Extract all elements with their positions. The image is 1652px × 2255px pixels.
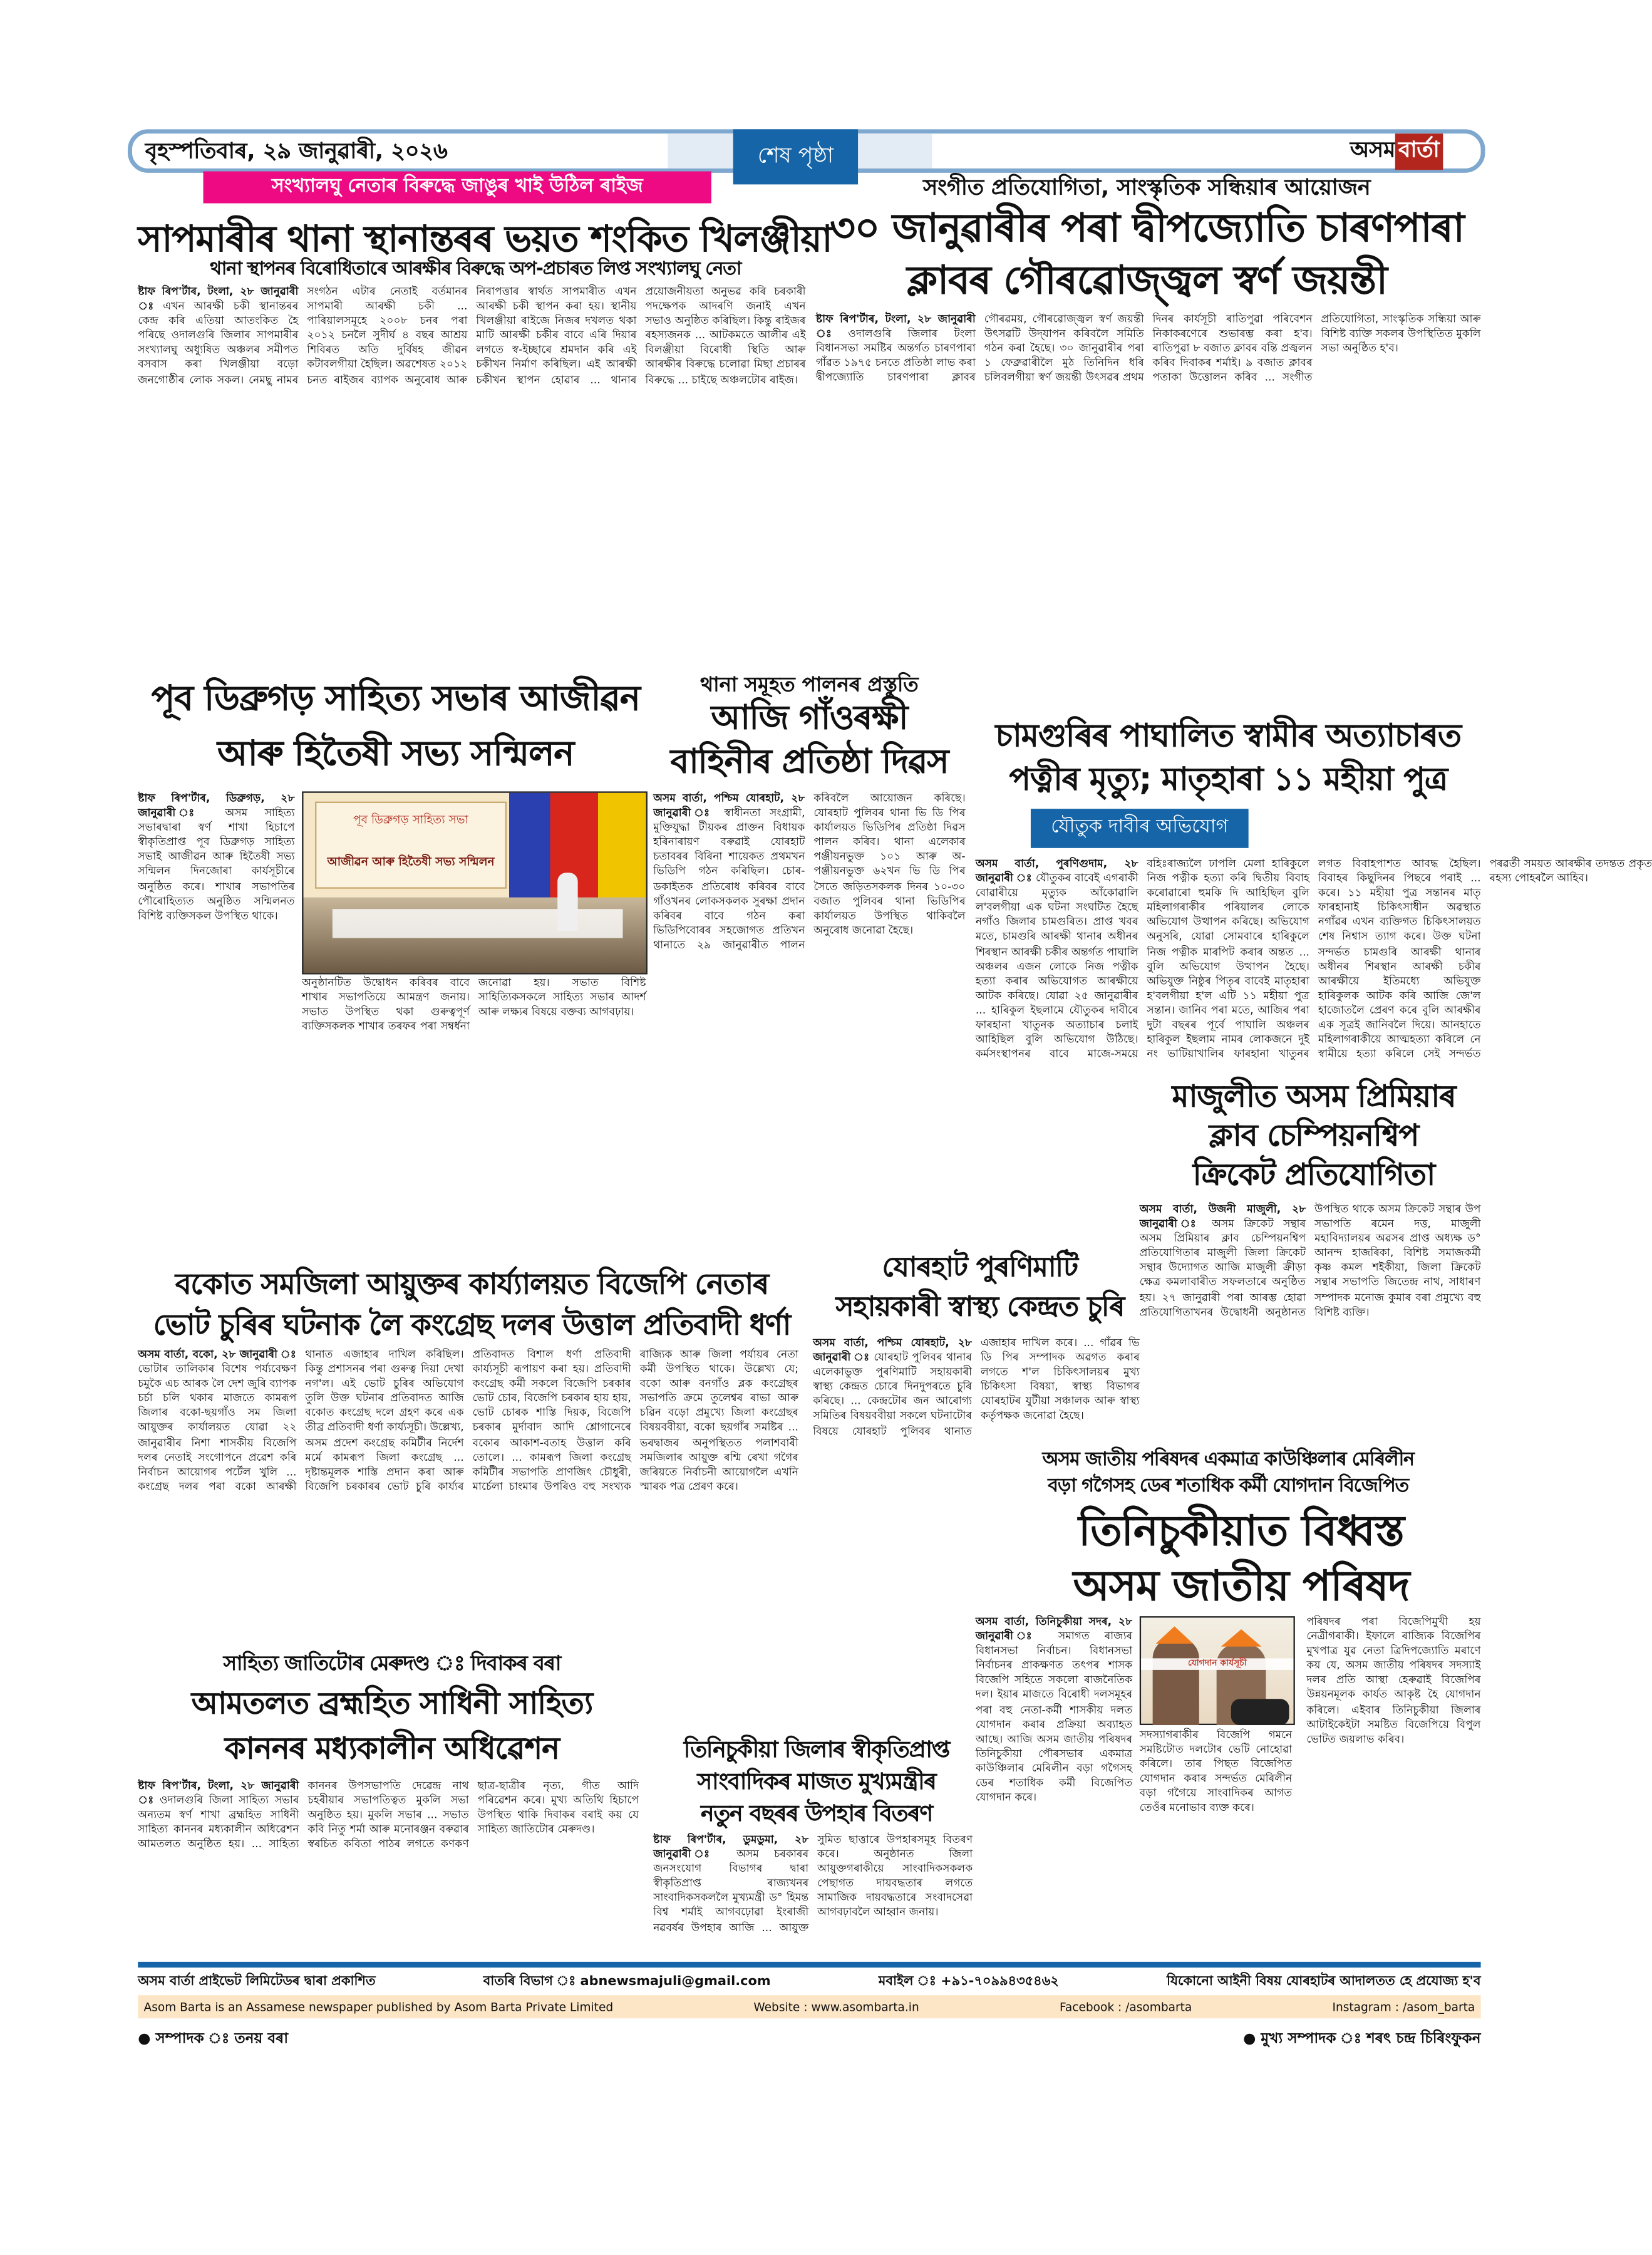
headline-line: মাজুলীত অসম প্ৰিমিয়াৰ [1172,1079,1456,1114]
press-photo [1140,1616,1295,1725]
kicker-line: বড়া গগৈসহ ডেৰ শতাধিক কৰ্মী যোগদান বিজেপিত [1048,1475,1409,1498]
story-text: ভোটাৰ তালিকাৰ বিশেষ পৰ্য্যবেক্ষণ চমুকৈ এচ আৰক লৈ দেশ জুৰি ব্যাপক চৰ্চা চলি থকাৰ মাজতে কামৰূপ জিলাৰ বকো-ছয়গাঁও সম জিলা আয়ুক্তৰ কাৰ্যালয়ত যোৱা ২২ জানুৱাৰীৰ নিশা শাসকীয় বিজেপি দলৰ নেতাই সংগোপনে প্ৰৱেশ কৰি নিৰ্বাচন আয়োগৰ পৰ্টেল খুলি ... কংগ্ৰেছ দলৰ পৰা বকো আৰক্ষী থানাত এজাহাৰ দাখিল কৰিছিল। কিন্তু প্ৰশাসনৰ পৰা গুৰুত্ব দিয়া দেখা নগ'ল। এই ভোট চুৰিৰ অভিযোগ তুলি উক্ত ঘটনাৰ প্ৰতিবাদত আজি বকোত কংগ্ৰেছ দলে গ্ৰহণ কৰে এক তীব্ৰ প্ৰতিবাদী ধৰ্ণা কাৰ্য্যসূচী। উল্লেখ্য, অসম প্ৰদেশ কংগ্ৰেছ কমিটীৰ নিৰ্দেশ মৰ্মে কামৰূপ জিলা কংগ্ৰেছ ... দৃষ্টান্তমূলক শাস্তি প্ৰদান কৰা আৰু বিজেপি চৰকাৰৰ ভোট চুৰি কাৰ্য্যৰ প্ৰতিবাদত বিশাল ধৰ্ণা প্ৰতিবাদী কাৰ্য্যসূচী ৰূপায়ণ কৰা হয়। প্ৰতিবাদী কংগ্ৰেছ কৰ্মী সকলে বিজেপি চৰকাৰ ভোট চোৰ, বিজেপি চৰকাৰ হায় হায়, ভোট চোৰক শাস্তি দিয়ক, বিজেপি চৰকাৰ মুৰ্দাবাদ আদি শ্লোগানেৰে বকোৰ আকাশ-বতাহ উত্তাল কৰি তোলে। ... কামৰূপ জিলা কংগ্ৰেছ কমিটীৰ সভাপতি প্ৰাণজিৎ চৌধুৰী, মাৰ্চেলা চাংমাৰ উপৰিও বহু সংখ্যক ৰাজ্যিক আৰু জিলা পৰ্যায়ৰ নেতা কৰ্মী উপস্থিত থাকে। উল্লেখ্য যে; বকো আৰু বনগাঁও ব্লক কংগ্ৰেছৰ সভাপতি ক্ৰমে তুলেশ্বৰ ৰাভা আৰু চৱিন বড়ো প্ৰমুখ্যে জিলা কংগ্ৰেছৰ বিষয়ববীয়া, বকো ছয়গাঁৰ সমষ্টিৰ ... ভৰদ্বাজৰ অনুপস্থিতত পলাশবাৰী সমজিলাৰ আয়ুক্ত ৰশ্মি ৰেখা গগৈৰ জৰিয়তে নিৰ্বাচনী আয়োগলৈ এখনি স্মাৰক পত্ৰ প্ৰেৰণ কৰে। [138,1347,799,1493]
legal-line: যিকোনো আইনী বিষয় যোৰহাটৰ আদালতত হে প্ৰযোজ্য হ'ব [1166,1974,1481,1989]
headline-line: নতুন বছৰৰ উপহাৰ বিতৰণ [701,1800,932,1827]
headline-line: বাহিনীৰ প্ৰতিষ্ঠা দিৱস [670,743,949,782]
photo-person [1153,1638,1199,1725]
dateline: অসম বাৰ্তা, পুৰণিগুদাম, ২৮ জানুৱাৰী ঃ [975,856,1138,885]
website-link[interactable]: Website : www.asombarta.in [753,2000,919,2014]
story-kicker: সাহিত্য জাতিটোৰ মেৰুদণ্ড ঃ দিবাকৰ বৰা [223,1652,561,1676]
headline-line: পূব ডিব্ৰুগড় সাহিত্য সভাৰ আজীৱন [151,678,640,719]
editor-name: সম্পাদক ঃ তনয় বৰা [155,2031,289,2048]
story-body [1140,1202,1481,1434]
dateline: অসম বাৰ্তা, বকো, ২৮ জানুৱাৰী ঃ [138,1347,297,1361]
dateline: ষ্টাফ ৰিপ'ৰ্টাৰ, ডিব্ৰুগড়, ২৮ জানুৱাৰী ঃ [138,791,295,819]
story-headline [1147,1077,1480,1195]
story-headline [653,697,965,784]
dateline: ষ্টাফ ৰিপ'ৰ্টাৰ, টংলা, ২৮ জানুৱাৰী ঃ [138,1778,299,1807]
photo-speaker [557,873,577,931]
story-text: অসম সাহিত্য সভাৰদ্বাৰা স্বৰ্ণ শাখা হিচাপে স্বীকৃতিপ্ৰাপ্ত পূব ডিব্ৰুগড় সাহিত্য সভাই আজীৱন আৰু হিতৈষী সভ্য সন্মিলন দিনজোৰা কাৰ্যসূচীৰে অনুষ্ঠিত কৰে। শাখাৰ সভাপতিৰ পৌৰোহিত্যত অনুষ্ঠিত সন্মিলনত বিশিষ্ট ব্যক্তিসকল উপস্থিত থাকে। [138,806,295,922]
story-subhead: থানা স্থাপনৰ বিৰোধিতাৰে আৰক্ষীৰ বিৰুদ্ধে অপ-প্ৰচাৰত লিপ্ত সংখ্যালঘু নেতা [210,257,741,279]
headline-line: ক্লাবৰ গৌৰৱোজ্জ্বল স্বৰ্ণ জয়ন্তী [906,258,1387,304]
editor-credit: ● সম্পাদক ঃ তনয় বৰা [138,2031,289,2048]
photo-microphones [1231,1699,1289,1725]
dateline: ষ্টাফ ৰিপ'ৰ্টাৰ, টংলা, ২৮ জানুৱাৰী ঃ [138,284,299,313]
photo-banner [315,802,507,889]
photo-cap [1155,1626,1193,1644]
headline-line: ক্লাব চেম্পিয়নশ্বিপ [1209,1118,1419,1153]
facebook-link[interactable]: Facebook : /asombarta [1059,2000,1192,2014]
story-kicker: সংগীত প্ৰতিযোগিতা, সাংস্কৃতিক সন্ধিয়াৰ আয়োজন [923,174,1371,200]
story-headline [653,1734,980,1830]
story-text: পৰিষদৰ পৰা বিজেপিমুখী হয় নেত্ৰীগৰাকী। ইফালে ৰাজ্যিক বিজেপিৰ মুখপাত্ৰ যুৱ নেতা ত্ৰিদিপজ্যোতি মৰাণে কয় যে, অসম জাতীয় পৰিষদৰ সদস্যাই দলৰ প্ৰতি আস্থা হেৰুৱাই বিজেপিৰ উন্নয়নমূলক কাৰ্যত আকৃষ্ট হৈ যোগদান কৰিলে। এইবাৰ তিনিচুকীয়া জিলাৰ আটাইকেইটা সমষ্টিত বিজেপিয়ে বিপুল ভোটত জয়লাভ কৰিব। [1306,1614,1481,1745]
story-text: সমাগত ৰাজ্যৰ বিধানসভা নিৰ্বাচন। বিধানসভা নিৰ্বাচনৰ প্ৰাকক্ষণত তৎপৰ শাসক বিজেপি সহিতে সকলো ৰাজনৈতিক দল। ইয়াৰ মাজতে বিৰোধী দলসমূহৰ পৰা বহু নেতা-কৰ্মী শাসকীয় দলত যোগদান কৰাৰ প্ৰক্ৰিয়া অব্যাহত আছে। আজি অসম জাতীয় পৰিষদৰ তিনিচুকীয়া পৌৰসভাৰ একমাত্ৰ কাউঞ্চিলাৰ মেৰিলীন বড়া গগৈসহ ডেৰ শতাধিক কৰ্মী বিজেপিত যোগদান কৰে। [975,1629,1133,1804]
logo-text: অসম [1350,136,1396,163]
photo-banner-text: যোগদান কাৰ্যসূচী [1141,1658,1293,1670]
footer-links-band [138,1995,1480,2018]
footer-rule [138,1962,1480,1967]
story-headline [976,716,1481,803]
headline-line: ক্ৰিকেট প্ৰতিযোগিতা [1192,1157,1435,1193]
story-body [138,284,805,659]
headline-line: পত্নীৰ মৃত্যু; মাতৃহাৰা ১১ মহীয়া পুত্ৰ [1009,762,1448,799]
email-line[interactable]: বাতৰি বিভাগ ঃ abnewsmajuli@gmail.com [483,1974,771,1989]
headline-line: ৩০ জানুৱাৰীৰ পৰা দ্বীপজ্যোতি চাৰণপাৰা [830,206,1464,252]
story-headline [138,1263,805,1345]
photo-table [333,909,623,938]
banner-event: আজীৱন আৰু হিতৈষী সভ্য সন্মিলন [327,855,495,869]
story-body [1140,1728,1292,1952]
kicker-line: অসম জাতীয় পৰিষদৰ একমাত্ৰ কাউঞ্চিলাৰ মেৰিলীন [1042,1449,1414,1471]
headline-line: আৰু হিতৈষী সভ্য সন্মিলন [217,733,574,774]
logo-accent: বাৰ্তা [1395,133,1442,170]
story-text: ওদালগুৰি জিলাৰ টংলা বিধানসভা সমষ্টিৰ অন্তৰ্গত চাৰণপাৰা গাঁৱত ১৯৭৫ চনতে প্ৰতিষ্ঠা লাভ কৰা দ্বীপজ্যোতি চাৰণপাৰা ক্লাবৰ গৌৰৱময়, গৌৰৱোজ্জ্বল স্বৰ্ণ জয়ন্তী উৎসৱটি উদ্‌যাপন কৰিবলৈ সমিতি গঠন কৰা হৈছে। ৩০ জানুৱাৰীৰ পৰা ১ ফেব্ৰুৱাৰীলৈ মুঠ তিনিদিন ধৰি চলিবলগীয়া স্বৰ্ণ জয়ন্তী উৎসৱৰ প্ৰথম দিনৰ কাৰ্যসূচী ৰাতিপুৱা পৰিবেশন নিকাকৰণেৰে শুভাৰম্ভ কৰা হ'ব। ৰাতিপুৱা ৮ বজাত ক্লাবৰ বন্তি প্ৰজ্বলন কৰিব দিবাকৰ শৰ্মাই। ৯ বজাত ক্লাবৰ পতাকা উত্তোলন কৰিব ... সংগীত প্ৰতিযোগিতা, সাংস্কৃতিক সন্ধিয়া আৰু বিশিষ্ট ব্যক্তি সকলৰ উপস্থিতিত মুকলি সভা অনুষ্ঠিত হ'ব। [815,312,1481,384]
story-label-box: যৌতুক দাবীৰ অভিযোগ [1031,809,1249,848]
headline-line: কাননৰ মধ্যকালীন অধিৱেশন [224,1731,560,1766]
newspaper-logo [1350,133,1442,170]
story-text: অনুষ্ঠানটিত উদ্বোধন কৰিবৰ বাবে শাখাৰ সভাপতিয়ে আমন্ত্ৰণ জনায়। সভাত উপস্থিত থকা গুৰুত্বপূৰ্ণ ব্যক্তিসকলক শাখাৰ তৰফৰ পৰা সম্বৰ্ধনা জনোৱা হয়। সভাত বিশিষ্ট সাহিত্যিকসকলে সাহিত্য সভাৰ আদৰ্শ আৰু লক্ষ্যৰ বিষয়ে বক্তব্য আগবঢ়ায়। [302,975,646,1033]
story-text: যোৰহাট পুলিবৰ থানাৰ এলেকাভুক্ত পুৰণিমাটি সহায়কাৰী স্বাস্থ্য কেন্দ্ৰত চোৰে দিনদুপৰতে চুৰি কৰিছে। ... কেন্দ্ৰটোৰ জন আৰোগ্য সমিতিৰ বিষয়ববীয়া সকলে ঘটনাটোৰ বিষয়ে যোৰহাট পুলিবৰ থানাত এজাহাৰ দাখিল কৰে। ... গাঁৱৰ ভি ডি পিৰ সম্পাদক অৱগত কৰাৰ লগতে শ'ল চিকিৎসালয়ৰ মুখ্য চিকিৎসা বিষয়া, স্বাস্থ্য বিভাগৰ যোৰহাটৰ যুটীয়া সঞ্চালক আৰু স্বাস্থ্য কৰ্তৃপক্ষক জনোৱা হৈছে। [813,1335,1140,1438]
headline-line: আমতলত ব্ৰহ্মহিত সাধিনী সাহিত্য [191,1686,593,1721]
headline-line: তিনিচুকীয়াত বিধ্বস্ত [1078,1505,1404,1555]
story-body [653,1833,973,1955]
story-headline [1002,1503,1481,1613]
chief-editor-name: মুখ্য সম্পাদক ঃ শৰৎ চন্দ্ৰ চিৰিংফুকন [1261,2031,1481,2048]
section-tab: শেষ পৃষ্ঠা [733,129,858,184]
story-text: এখন আৰক্ষী চকী স্থানান্তৰৰ কেন্দ্ৰ কৰি এতিয়া আতংকিত হৈ পৰিছে ওদালগুৰি জিলাৰ সাপমাৰীৰ সংখ্যালঘু অধ্যুষিত অঞ্চলৰ সমীপত বসবাস কৰা খিলঞ্জীয়া বড়ো জনগোষ্ঠীৰ লোক সকল। নেমছু নামৰ সংগঠন এটাৰ নেতাই বৰ্তমানৰ সাপমাৰী আৰক্ষী চকী ... পাৰিয়ালসমূহে ২০০৮ চনৰ পৰা ২০১২ চনলৈ সুদীৰ্ঘ ৪ বছৰ আশ্ৰয় শিবিৰত অতি দুৰ্বিষহ জীৱন কটাবলগীয়া হৈছিল। অৱশেষত ২০১২ চনত ৰাইজৰ ব্যাপক অনুৰোধ আৰু নিৰাপত্তাৰ স্বাৰ্থত সাপমাৰীত এখন আৰক্ষী চকী স্থাপন কৰা হয়। স্থানীয় খিলঞ্জীয়া ৰাইজে নিজৰ দখলত থকা মাটি আৰক্ষী চকীৰ বাবে এৰি দিয়াৰ লগতে স্ব-ইচ্ছাৰে শ্ৰমদান কৰি এই চকীখন নিৰ্মাণ কৰিছিল। এই আৰক্ষী চকীখন স্থাপন হোৱাৰ ... থানাৰ প্ৰয়োজনীয়তা অনুভৱ কৰি চৰকাৰী পদক্ষেপক আদৰণি জনাই এখন সভাও অনুষ্ঠিত কৰিছিল। কিন্তু ৰাইজৰ ৰহস্যজনক ... আটকমতে আলীৰ এই বিলঞ্জীয়া বিৰোধী স্থিতি আৰু আৰক্ষীৰ বিৰুদ্ধে চলোৱা মিছা প্ৰচাৰৰ বিৰুদ্ধে ... চাইছে অঞ্চলটোৰ ৰাইজ। [138,284,806,386]
dateline: অসম বাৰ্তা, উজনী মাজুলী, ২৮ জানুৱাৰী ঃ [1139,1202,1306,1230]
story-body [653,791,965,1226]
story-body [816,312,1481,660]
headline-line: তিনিচুকীয়া জিলাৰ স্বীকৃতিপ্ৰাপ্ত [683,1736,950,1763]
photo-cap [1221,1629,1262,1647]
headline-line: আজি গাঁওৰক্ষী [711,700,908,738]
phone-line: মবাইল ঃ +৯১-৭০৯৯৪৩৫৪৬২ [878,1974,1059,1989]
story-headline [138,671,653,781]
chief-editor-credit: ● মুখ্য সম্পাদক ঃ শৰৎ চন্দ্ৰ চিৰিংফুকন [1243,2031,1481,2048]
banner-title: পূব ডিব্ৰুগড় সাহিত্য সভা [353,813,468,827]
story-text: অসম ক্ৰিকেট সন্থাৰ অসম প্ৰিমিয়াৰ ক্লাব চেম্পিয়নশ্বিপ প্ৰতিযোগিতাৰ মাজুলী জিলা ক্ৰিকেট সন্থাৰ উদ্যোগত আজি মাজুলী ক্ৰীড়া ক্ষেত্ৰ কমলাবাৰীত সফলতাৰে অনুষ্ঠিত হয়। ২৭ জানুৱাৰী পৰা আৰম্ভ হোৱা প্ৰতিযোগিতাখনৰ উদ্বোধনী অনুষ্ঠানত উপস্থিত থাকে অসম ক্ৰিকেট সন্থাৰ উপ সভাপতি ৰমেন দত্ত, মাজুলী মহাবিদ্যালয়ৰ অৱসৰ প্ৰাপ্ত অধ্যক্ষ ড° আনন্দ হাজৰিকা, বিশিষ্ট সমাজকৰ্মী কৃষ্ণ কমল শইকীয়া, জিলা ক্ৰিকেট সন্থাৰ সভাপতি জিতেন্দ্ৰ নাথ, সাধাৰণ সম্পাদক মনোজ কুমাৰ বৰা প্ৰমুখ্যে বহু বিশিষ্ট ব্যক্তি। [1139,1202,1481,1319]
event-photo [302,791,648,974]
headline-line: বকোত সমজিলা আয়ুক্তৰ কাৰ্য্যালয়ত বিজেপি নেতাৰ [175,1266,768,1302]
story-body [975,856,1652,1075]
issue-date: বৃহস্পতিবাৰ, ২৯ জানুৱাৰী, ২০২৬ [145,138,448,164]
story-text: ওদালগুৰি জিলা সাহিত্য সভাৰ অন্যতম স্বৰ্ণ শাখা ব্ৰহ্মহিত সাধিনী সাহিত্য কাননৰ মধ্যকালীন অধিৱেশন আমতলত অনুষ্ঠিত হয়। ... সাহিত্য কাননৰ উপসভাপতি দেৱেন্দ্ৰ নাথ চহৰীয়াৰ সভাপতিত্বত মুকলি সভা অনুষ্ঠিত হয়। মুকলি সভাৰ ... সভাত কবি নিতু শৰ্মা আৰু মনোৰঞ্জন বৰুৱাৰ স্বৰচিত কবিতা পাঠৰ লগতে কণকণ ছাত্ৰ-ছাত্ৰীৰ নৃত্য, গীত আদি পৰিৱেশন কৰে। মুখ্য অতিথি হিচাপে উপস্থিত থাকি দিবাকৰ বৰাই কয় যে সাহিত্য জাতিটোৰ মেৰুদণ্ড। [138,1778,639,1851]
headline-line: যোৰহাট পুৰণিমাটি [882,1252,1078,1284]
footer-info-row [138,1971,1480,1993]
story-body [138,1779,639,1953]
headline-line: সাংবাদিকৰ মাজত মুখ্যমন্ত্ৰীৰ [697,1768,936,1795]
story-headline: সাপমাৰীৰ থানা স্থানান্তৰৰ ভয়ত শংকিত খিলঞ্জীয়া [138,217,832,260]
instagram-link[interactable]: Instagram : /asom_barta [1332,2000,1475,2014]
story-text: অসম চৰকাৰৰ জনসংযোগ বিভাগৰ দ্বাৰা স্বীকৃতিপ্ৰাপ্ত ৰাজ্যখনৰ সাংবাদিকসকললৈ মুখ্যমন্ত্ৰী ড° হিমন্ত বিশ্ব শৰ্মাই আগবঢ়োৱা ইংৰাজী নৱবৰ্ষৰ উপহাৰ আজি ... আয়ুক্ত সুমিত ছাত্তাৰে উপহাৰসমূহ বিতৰণ কৰে। অনুষ্ঠানত জিলা আয়ুক্তগৰাকীয়ে সাংবাদিকসকলক পেছাগত দায়বদ্ধতাৰ লগতে সামাজিক দায়বদ্ধতাৰে সংবাদসেৱা আগবঢ়াবলৈ আহ্বান জনায়। [653,1832,973,1934]
publisher-line: অসম বাৰ্তা প্ৰাইভেট লিমিটেডৰ দ্বাৰা প্ৰকাশিত [138,1974,376,1989]
dateline: ষ্টাফ ৰিপ'ৰ্টাৰ, টংলা, ২৮ জানুৱাৰী ঃ [815,312,976,340]
story-body [1306,1615,1480,1952]
dateline: অসম বাৰ্তা, তিনিচুকীয়া সদৰ, ২৮ জানুৱাৰী ঃ [975,1614,1133,1643]
dateline: অসম বাৰ্তা, পশ্চিম যোৰহাট, ২৮ জানুৱাৰী ঃ [813,1335,973,1364]
story-headline [138,1681,646,1771]
dateline: অসম বাৰ্তা, পশ্চিম যোৰহাট, ২৮ জানুৱাৰী ঃ [653,791,805,819]
dateline: ষ্টাফ ৰিপ'ৰ্টাৰ, ডুমডুমা, ২৮ জানুৱাৰী ঃ [653,1832,809,1860]
story-text: সদস্যাগৰাকীৰ বিজেপি গমনে সমষ্টিটোত দলটোৰ ভেটি নোহোৱা কৰিলে। তাৰ পিছত বিজেপিত যোগদান কৰাৰ সন্দৰ্ভত মেৰিলীন বড়া গগৈয়ে সাংবাদিকৰ আগত তেওঁৰ মনোভাব ব্যক্ত কৰে। [1139,1728,1293,1815]
story-body [138,791,294,1263]
story-body [302,976,646,1263]
tagline: Asom Barta is an Assamese newspaper published by Asom Barta Private Limited [143,2000,614,2014]
story-headline [813,204,1480,308]
story-headline [813,1249,1147,1327]
story-kicker: থানা সমূহত পালনৰ প্ৰস্তুতি [700,673,919,697]
story-body [976,1615,1132,1952]
story-text: স্বাধীনতা সংগ্ৰামী, মুক্তিযুদ্ধা টীয়কৰ প্ৰাক্তন বিধায়ক হৰিনাৰায়ণ বৰুৱাই যোৰহাট চতাবৰৰ বিৰিনা শায়েকত প্ৰথমখন ভিডিপি গঠন কৰিছিল। চোৰ-ডকাইতক প্ৰতিৰোধ কৰিবৰ বাবে গাঁওখনৰ লোকসকলক সুৰক্ষা প্ৰদান কৰিবৰ বাবে গঠন কৰা ভিডিপিবোৰৰ সহজোগত প্ৰতিখন থানাতে ২৯ জানুৱাৰীত পালন কৰিবলৈ আয়োজন কৰিছে। যোৰহাট পুলিবৰ থানা ভি ডি পিৰ কাৰ্যালয়ত ভিডিপিৰ প্ৰতিষ্ঠা দিৱস পালন কৰিব। থানা এলেকাৰ পঞ্জীয়নভুক্ত ১০১ আৰু অ-পঞ্জীয়নভুক্ত ৬২খন ভি ডি পিৰ সৈতে জড়িতসকলক দিনৰ ১০-৩০ বজাত পুলিবৰ থানা ভিডিপিৰ কাৰ্যালয়ত উপস্থিত থাকিবলৈ অনুৰোধ জনোৱা হৈছে। [653,791,966,951]
headline-line: ভোট চুৰিৰ ঘটনাক লৈ কংগ্ৰেছ দলৰ উত্তাল প্ৰতিবাদী ধৰ্ণা [153,1307,791,1342]
headline-line: অসম জাতীয় পৰিষদ [1073,1561,1410,1610]
headline-line: সহায়কাৰী স্বাস্থ্য কেন্দ্ৰত চুৰি [835,1290,1125,1323]
headline-line: চামগুৰিৰ পাঘালিত স্বামীৰ অত্যাচাৰত [995,718,1461,755]
story-text: যৌতুকৰ বাবেই এগৰাকী বোৱাৰীয়ে মৃত্যুক আঁকোৱালি ল'বলগীয়া এক ঘটনা সংঘটিত হৈছে নগাঁও জিলাৰ চামগুৰিত। প্ৰাপ্ত খবৰ মতে, চামগুৰি আৰক্ষী থানাৰ অধীনৰ শিৰস্থান আৰক্ষী চকীৰ অন্তৰ্গত পাঘালি অঞ্চলৰ এজন লোকে নিজ পত্নীক হত্যা কৰাৰ অভিযোগত আৰক্ষীয়ে আটক কৰিছে। যোৱা ২৫ জানুৱাৰীৰ ... হাৰিকুল ইছলামে যৌতুকৰ দাবীৰে ফাৰহানা খাতুনক অত্যাচাৰ চলাই আহিছিল বুলি অভিযোগ উঠিছে। কৰ্মসংস্থাপনৰ বাবে মাজে-সময়ে বহিঃৰাজ্যলৈ ঢাপলি মেলা হাৰিকুলে নিজ পত্নীক হত্যা কৰি দ্বিতীয় বিবাহ কৰোৱাৰো হুমকি দি আহিছিল বুলি মহিলাগৰাকীৰ পৰিয়ালৰ লোকে অভিযোগ উত্থাপন কৰিছে। অভিযোগ অনুসৰি, যোৱা সোমবাৰে হাৰিকুলে নিজ পত্নীক মাৰপিট কৰাৰ অন্তত ... বুলি অভিযোগ উত্থাপন হৈছে। অভিযুক্ত নিষ্ঠুৰ পিতৃৰ বাবেই মাতৃহাৰা হ'বলগীয়া হ'ল এটি ১১ মহীয়া পুত্ৰ সন্তান। জানিব পৰা মতে, আজিৰ পৰা দুটা বছৰৰ পূৰ্বে পাঘালি অঞ্চলৰ হাৰিকুল ইছলাম নামৰ লোকজনে দুই নং ভাটিয়াখালিৰ ফাৰহানা খাতুনৰ লগত বিবাহপাশত আবদ্ধ হৈছিল। বিবাহৰ কিছুদিনৰ পিছৰে পৰাই ... কৰে। ১১ মহীয়া পুত্ৰ সন্তানৰ মাতৃ ফাৰহানাই চিকিৎসাধীন অৱস্থাত নগাঁৱৰ এখন ব্যক্তিগত চিকিৎসালয়ত শেষ নিশ্বাস ত্যাগ কৰে। উক্ত ঘটনা সন্দৰ্ভত চামগুৰি আৰক্ষী থানাৰ অধীনৰ শিৰস্থান আৰক্ষী চকীৰ আৰক্ষীয়ে ইতিমধ্যে অভিযুক্ত হাৰিকুলক আটক কৰি আজি জে'ল হাজোতলৈ প্ৰেৰণ কৰে বুলি আৰক্ষীৰ এক সূত্ৰই জানিবলৈ দিয়ে। আনহাতে মহিলাগৰাকীয়ে আত্মহত্যা কৰিলে নে স্বামীয়ে হত্যা কৰিলে সেই সন্দৰ্ভত পৰৱৰ্তী সময়ত আৰক্ষীৰ তদন্তত প্ৰকৃত ৰহস্য পোহৰলৈ আহিব। [975,856,1652,1060]
story-kicker [976,1448,1481,1500]
story-kicker: সংখ্যালঘু নেতাৰ বিৰুদ্ধে জাঙুৰ খাই উঠিল ৰাইজ [204,172,711,204]
